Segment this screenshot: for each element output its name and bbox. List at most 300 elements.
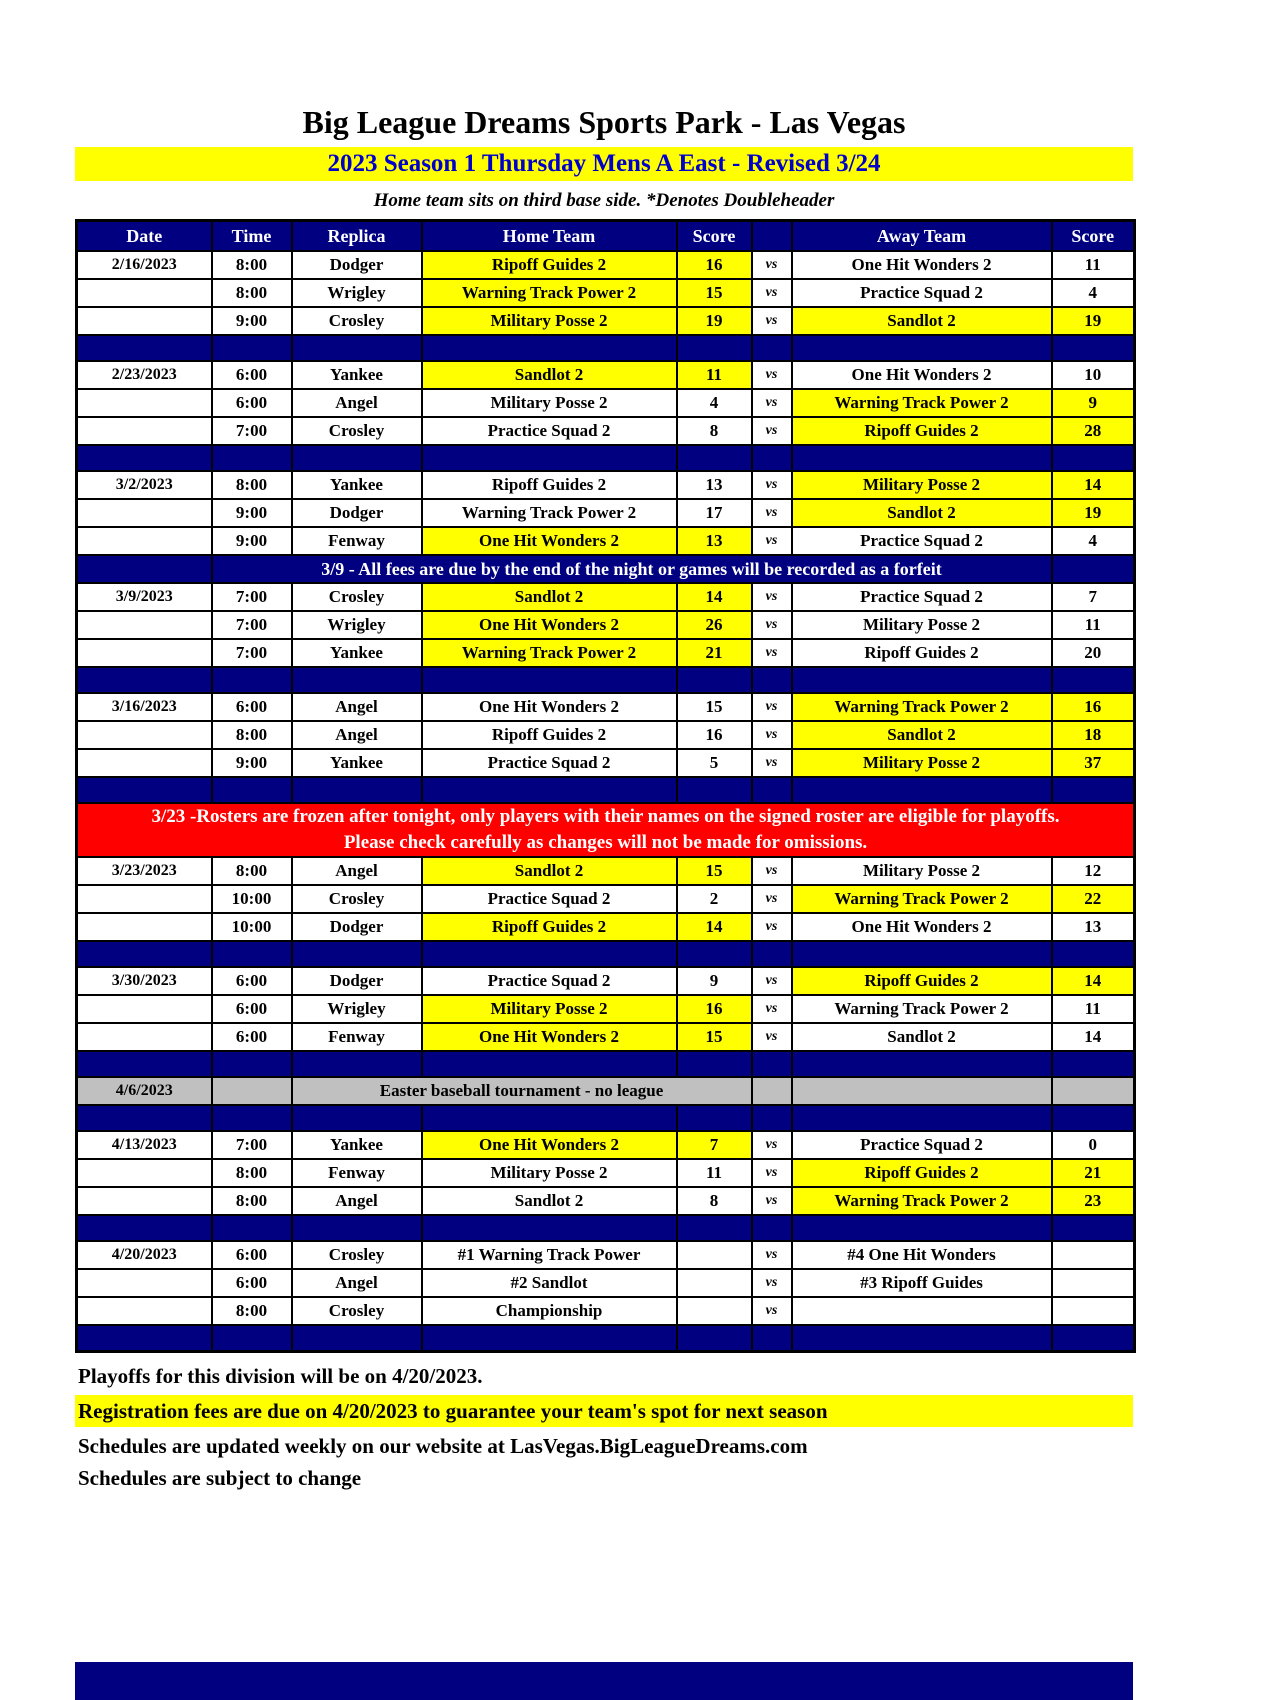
- separator-row: [77, 1325, 1135, 1352]
- home-score-cell: 14: [677, 583, 752, 611]
- away-team-cell: Military Posse 2: [792, 471, 1052, 499]
- away-score-cell: 19: [1052, 307, 1135, 335]
- away-team-cell: Military Posse 2: [792, 611, 1052, 639]
- time-cell: 8:00: [212, 1187, 292, 1215]
- separator-cell: [422, 667, 677, 693]
- vs-cell: vs: [752, 1269, 792, 1297]
- time-cell: 10:00: [212, 885, 292, 913]
- home-team-cell: Practice Squad 2: [422, 967, 677, 995]
- replica-cell: Angel: [292, 857, 422, 885]
- vs-cell: vs: [752, 1187, 792, 1215]
- replica-cell: Crosley: [292, 417, 422, 445]
- away-score-cell: 11: [1052, 995, 1135, 1023]
- vs-cell: vs: [752, 721, 792, 749]
- separator-cell: [677, 335, 752, 361]
- time-cell: 6:00: [212, 693, 292, 721]
- subject-to-change-note: Schedules are subject to change: [78, 1466, 362, 1490]
- away-team-cell: Warning Track Power 2: [792, 885, 1052, 913]
- home-score-cell: 15: [677, 857, 752, 885]
- home-team-cell: Military Posse 2: [422, 995, 677, 1023]
- game-row: [77, 1131, 1135, 1159]
- separator-cell: [212, 1051, 292, 1077]
- separator-row: [77, 1051, 1135, 1077]
- separator-cell: [752, 1105, 792, 1131]
- fees-notice-cell: 3/9 - All fees are due by the end of the night or games will be recorded as a forfeit: [212, 555, 1052, 583]
- separator-cell: [752, 445, 792, 471]
- separator-cell: [212, 335, 292, 361]
- away-team-cell: [792, 1297, 1052, 1325]
- away-score-cell: 14: [1052, 1023, 1135, 1051]
- replica-cell: Angel: [292, 721, 422, 749]
- separator-cell: [212, 941, 292, 967]
- replica-cell: Fenway: [292, 1023, 422, 1051]
- away-team-cell: Practice Squad 2: [792, 527, 1052, 555]
- home-team-cell: Sandlot 2: [422, 583, 677, 611]
- separator-cell: [292, 335, 422, 361]
- away-team-cell: Sandlot 2: [792, 499, 1052, 527]
- game-row: [77, 1187, 1135, 1215]
- header-away-team: Away Team: [792, 221, 1052, 252]
- time-cell: 9:00: [212, 749, 292, 777]
- home-score-cell: [677, 1269, 752, 1297]
- home-team-cell: Warning Track Power 2: [422, 279, 677, 307]
- header-vs: [752, 221, 792, 252]
- home-team-cell: Practice Squad 2: [422, 749, 677, 777]
- vs-cell: vs: [752, 361, 792, 389]
- separator-cell: [792, 1215, 1052, 1241]
- separator-cell: [422, 1215, 677, 1241]
- separator-cell: [792, 1105, 1052, 1131]
- date-cell: [77, 1269, 212, 1297]
- away-team-cell: Ripoff Guides 2: [792, 417, 1052, 445]
- replica-cell: Yankee: [292, 1131, 422, 1159]
- separator-cell: [422, 941, 677, 967]
- separator-cell: [422, 335, 677, 361]
- date-cell: [77, 611, 212, 639]
- separator-cell: [752, 941, 792, 967]
- away-score-cell: 0: [1052, 1131, 1135, 1159]
- separator-cell: [677, 1215, 752, 1241]
- time-cell: 9:00: [212, 527, 292, 555]
- replica-cell: Yankee: [292, 471, 422, 499]
- vs-cell: vs: [752, 1241, 792, 1269]
- website-note: Schedules are updated weekly on our website at LasVegas.BigLeagueDreams.com: [78, 1434, 808, 1458]
- separator-cell: [677, 667, 752, 693]
- game-row: [77, 995, 1135, 1023]
- separator-cell: [792, 445, 1052, 471]
- home-team-cell: Military Posse 2: [422, 389, 677, 417]
- away-score-cell: 7: [1052, 583, 1135, 611]
- vs-cell: vs: [752, 389, 792, 417]
- separator-row: [77, 667, 1135, 693]
- replica-cell: Angel: [292, 693, 422, 721]
- separator-cell: [292, 1051, 422, 1077]
- away-score-cell: 37: [1052, 749, 1135, 777]
- vs-cell: vs: [752, 499, 792, 527]
- home-team-cell: Practice Squad 2: [422, 417, 677, 445]
- away-team-cell: Ripoff Guides 2: [792, 639, 1052, 667]
- away-team-cell: Ripoff Guides 2: [792, 967, 1052, 995]
- away-score-cell: 11: [1052, 251, 1135, 279]
- separator-cell: [212, 1105, 292, 1131]
- game-row: [77, 417, 1135, 445]
- separator-cell: [77, 941, 212, 967]
- header-time: Time: [212, 221, 292, 252]
- registration-note: Registration fees are due on 4/20/2023 to guarantee your team's spot for next season: [75, 1395, 1133, 1427]
- header-replica: Replica: [292, 221, 422, 252]
- time-cell: 6:00: [212, 967, 292, 995]
- fees-notice-row: [77, 555, 1135, 583]
- away-score-cell: 20: [1052, 639, 1135, 667]
- schedule-table: [75, 219, 1136, 1353]
- page-title: Big League Dreams Sports Park - Las Vegas: [302, 104, 906, 140]
- home-team-cell: Military Posse 2: [422, 1159, 677, 1187]
- date-cell: [77, 749, 212, 777]
- separator-cell: [752, 335, 792, 361]
- date-cell: 4/6/2023: [77, 1077, 212, 1105]
- away-score-cell: 4: [1052, 527, 1135, 555]
- separator-cell: [77, 777, 212, 803]
- time-cell: 8:00: [212, 721, 292, 749]
- date-cell: [77, 721, 212, 749]
- game-row: [77, 361, 1135, 389]
- separator-cell: [1052, 1325, 1135, 1352]
- event-text-cell: Easter baseball tournament - no league: [292, 1077, 752, 1105]
- replica-cell: Angel: [292, 1269, 422, 1297]
- vs-cell: vs: [752, 693, 792, 721]
- home-score-cell: 8: [677, 1187, 752, 1215]
- away-score-cell: [1052, 1269, 1135, 1297]
- vs-cell: vs: [752, 307, 792, 335]
- away-team-cell: Military Posse 2: [792, 857, 1052, 885]
- away-score-cell: 21: [1052, 1159, 1135, 1187]
- game-row: [77, 611, 1135, 639]
- separator-cell: [677, 777, 752, 803]
- vs-cell: vs: [752, 279, 792, 307]
- date-cell: [77, 1159, 212, 1187]
- away-score-cell: 19: [1052, 499, 1135, 527]
- game-row: [77, 307, 1135, 335]
- header-home-score: Score: [677, 221, 752, 252]
- playoffs-note: Playoffs for this division will be on 4/20/2023.: [78, 1364, 483, 1388]
- separator-cell: [677, 1051, 752, 1077]
- home-score-cell: 4: [677, 389, 752, 417]
- replica-cell: Dodger: [292, 913, 422, 941]
- home-score-cell: 14: [677, 913, 752, 941]
- home-team-cell: One Hit Wonders 2: [422, 527, 677, 555]
- date-cell: [77, 639, 212, 667]
- vs-cell: vs: [752, 1131, 792, 1159]
- separator-cell: [752, 1051, 792, 1077]
- home-score-cell: 8: [677, 417, 752, 445]
- away-score-cell: 11: [1052, 611, 1135, 639]
- home-team-cell: #2 Sandlot: [422, 1269, 677, 1297]
- separator-cell: [292, 667, 422, 693]
- away-score-cell: 28: [1052, 417, 1135, 445]
- date-cell: 3/2/2023: [77, 471, 212, 499]
- home-team-cell: Championship: [422, 1297, 677, 1325]
- home-score-cell: 7: [677, 1131, 752, 1159]
- vs-cell: [752, 1077, 792, 1105]
- time-cell: 7:00: [212, 417, 292, 445]
- separator-cell: [77, 335, 212, 361]
- away-score-cell: 16: [1052, 693, 1135, 721]
- replica-cell: Crosley: [292, 1297, 422, 1325]
- game-row: [77, 1159, 1135, 1187]
- game-row: [77, 1269, 1135, 1297]
- time-cell: 8:00: [212, 1297, 292, 1325]
- home-team-cell: #1 Warning Track Power: [422, 1241, 677, 1269]
- separator-cell: [212, 445, 292, 471]
- replica-cell: Dodger: [292, 499, 422, 527]
- header-home-team: Home Team: [422, 221, 677, 252]
- away-team-cell: Sandlot 2: [792, 1023, 1052, 1051]
- away-team-cell: #4 One Hit Wonders: [792, 1241, 1052, 1269]
- away-score-cell: 14: [1052, 967, 1135, 995]
- away-team-cell: Practice Squad 2: [792, 1131, 1052, 1159]
- schedule-sheet: [75, 0, 1133, 1353]
- vs-cell: vs: [752, 749, 792, 777]
- separator-cell: [212, 777, 292, 803]
- separator-cell: [77, 1051, 212, 1077]
- away-team-cell: Ripoff Guides 2: [792, 1159, 1052, 1187]
- table-header-row: [77, 221, 1135, 252]
- time-cell: 8:00: [212, 251, 292, 279]
- vs-cell: vs: [752, 995, 792, 1023]
- separator-cell: [212, 1215, 292, 1241]
- game-row: [77, 527, 1135, 555]
- separator-row: [77, 335, 1135, 361]
- time-cell: 7:00: [212, 639, 292, 667]
- home-team-cell: Ripoff Guides 2: [422, 721, 677, 749]
- separator-cell: [422, 445, 677, 471]
- game-row: [77, 913, 1135, 941]
- game-row: [77, 967, 1135, 995]
- vs-cell: vs: [752, 639, 792, 667]
- home-team-cell: One Hit Wonders 2: [422, 611, 677, 639]
- away-score-cell: 14: [1052, 471, 1135, 499]
- separator-row: [77, 445, 1135, 471]
- separator-cell: [1052, 777, 1135, 803]
- date-cell: 4/13/2023: [77, 1131, 212, 1159]
- home-team-cell: Ripoff Guides 2: [422, 913, 677, 941]
- home-team-cell: Practice Squad 2: [422, 885, 677, 913]
- vs-cell: vs: [752, 583, 792, 611]
- date-cell: [77, 1297, 212, 1325]
- roster-alert-row: [77, 803, 1135, 857]
- replica-cell: Crosley: [292, 307, 422, 335]
- date-cell: 3/30/2023: [77, 967, 212, 995]
- separator-cell: [792, 777, 1052, 803]
- replica-cell: Dodger: [292, 251, 422, 279]
- separator-cell: [212, 667, 292, 693]
- replica-cell: Crosley: [292, 1241, 422, 1269]
- time-cell: 6:00: [212, 1023, 292, 1051]
- separator-cell: [77, 1215, 212, 1241]
- away-team-cell: Warning Track Power 2: [792, 995, 1052, 1023]
- time-cell: 7:00: [212, 1131, 292, 1159]
- time-cell: 8:00: [212, 1159, 292, 1187]
- separator-row: [77, 941, 1135, 967]
- date-cell: 3/16/2023: [77, 693, 212, 721]
- game-row: [77, 639, 1135, 667]
- time-cell: 8:00: [212, 279, 292, 307]
- separator-cell: [677, 445, 752, 471]
- date-cell: 2/23/2023: [77, 361, 212, 389]
- away-team-cell: One Hit Wonders 2: [792, 251, 1052, 279]
- away-team-cell: One Hit Wonders 2: [792, 913, 1052, 941]
- home-score-cell: 15: [677, 693, 752, 721]
- separator-cell: [792, 335, 1052, 361]
- away-score-cell: 4: [1052, 279, 1135, 307]
- date-cell: [77, 1023, 212, 1051]
- date-cell: [77, 885, 212, 913]
- date-cell: [77, 417, 212, 445]
- separator-cell: [77, 1105, 212, 1131]
- separator-cell: [1052, 335, 1135, 361]
- home-score-cell: 16: [677, 721, 752, 749]
- separator-cell: [422, 777, 677, 803]
- home-score-cell: 15: [677, 279, 752, 307]
- separator-cell: [792, 1325, 1052, 1352]
- separator-cell: [1052, 1215, 1135, 1241]
- separator-cell: [1052, 1105, 1135, 1131]
- away-team-cell: Warning Track Power 2: [792, 693, 1052, 721]
- date-cell: 4/20/2023: [77, 1241, 212, 1269]
- separator-row: [77, 1105, 1135, 1131]
- home-score-cell: 11: [677, 1159, 752, 1187]
- replica-cell: Wrigley: [292, 995, 422, 1023]
- home-team-cell: Sandlot 2: [422, 857, 677, 885]
- separator-row: [77, 777, 1135, 803]
- away-score-cell: 23: [1052, 1187, 1135, 1215]
- replica-cell: Yankee: [292, 749, 422, 777]
- away-score-cell: 13: [1052, 913, 1135, 941]
- home-score-cell: 17: [677, 499, 752, 527]
- home-score-cell: 2: [677, 885, 752, 913]
- home-team-cell: Warning Track Power 2: [422, 639, 677, 667]
- separator-cell: [1052, 445, 1135, 471]
- home-score-cell: 13: [677, 527, 752, 555]
- home-team-cell: Ripoff Guides 2: [422, 251, 677, 279]
- separator-cell: [77, 1325, 212, 1352]
- time-cell: 6:00: [212, 1241, 292, 1269]
- replica-cell: Crosley: [292, 885, 422, 913]
- vs-cell: vs: [752, 1023, 792, 1051]
- home-team-cell: One Hit Wonders 2: [422, 1023, 677, 1051]
- separator-cell: [422, 1325, 677, 1352]
- replica-cell: Angel: [292, 1187, 422, 1215]
- replica-cell: Yankee: [292, 639, 422, 667]
- replica-cell: Wrigley: [292, 279, 422, 307]
- separator-cell: [422, 1051, 677, 1077]
- date-cell: [77, 279, 212, 307]
- separator-cell: [1052, 1051, 1135, 1077]
- away-score-cell: 9: [1052, 389, 1135, 417]
- game-row: [77, 721, 1135, 749]
- away-team-cell: One Hit Wonders 2: [792, 361, 1052, 389]
- vs-cell: vs: [752, 857, 792, 885]
- home-team-cell: Ripoff Guides 2: [422, 471, 677, 499]
- game-row: [77, 885, 1135, 913]
- time-cell: 9:00: [212, 499, 292, 527]
- vs-cell: vs: [752, 527, 792, 555]
- away-score-cell: 22: [1052, 885, 1135, 913]
- separator-cell: [292, 445, 422, 471]
- date-cell: [77, 995, 212, 1023]
- separator-cell: [77, 445, 212, 471]
- game-row: [77, 499, 1135, 527]
- game-row: [77, 693, 1135, 721]
- game-row: [77, 471, 1135, 499]
- date-cell: 3/9/2023: [77, 583, 212, 611]
- away-team-cell: Sandlot 2: [792, 721, 1052, 749]
- notice-right-cell: [1052, 555, 1135, 583]
- separator-cell: [677, 1325, 752, 1352]
- date-cell: [77, 307, 212, 335]
- separator-cell: [422, 1105, 677, 1131]
- date-cell: [77, 913, 212, 941]
- date-cell: [77, 499, 212, 527]
- home-team-note: Home team sits on third base side. *Denotes Doubleheader: [373, 190, 835, 211]
- vs-cell: vs: [752, 471, 792, 499]
- separator-cell: [292, 777, 422, 803]
- home-team-cell: One Hit Wonders 2: [422, 693, 677, 721]
- home-score-cell: 16: [677, 995, 752, 1023]
- home-score-cell: 19: [677, 307, 752, 335]
- home-score-cell: 13: [677, 471, 752, 499]
- separator-cell: [1052, 941, 1135, 967]
- separator-cell: [752, 1325, 792, 1352]
- date-cell: [77, 1187, 212, 1215]
- replica-cell: Fenway: [292, 1159, 422, 1187]
- away-team-cell: Military Posse 2: [792, 749, 1052, 777]
- separator-cell: [292, 941, 422, 967]
- separator-cell: [292, 1105, 422, 1131]
- separator-cell: [792, 1051, 1052, 1077]
- separator-cell: [292, 1215, 422, 1241]
- replica-cell: Wrigley: [292, 611, 422, 639]
- separator-cell: [212, 1325, 292, 1352]
- vs-cell: vs: [752, 967, 792, 995]
- vs-cell: vs: [752, 251, 792, 279]
- date-cell: [77, 389, 212, 417]
- home-score-cell: 21: [677, 639, 752, 667]
- vs-cell: vs: [752, 417, 792, 445]
- replica-cell: Crosley: [292, 583, 422, 611]
- header-date: Date: [77, 221, 212, 252]
- game-row: [77, 389, 1135, 417]
- separator-cell: [752, 667, 792, 693]
- home-score-cell: [677, 1297, 752, 1325]
- home-score-cell: [677, 1241, 752, 1269]
- home-team-cell: Sandlot 2: [422, 1187, 677, 1215]
- separator-cell: [792, 667, 1052, 693]
- time-cell: 6:00: [212, 1269, 292, 1297]
- replica-cell: Yankee: [292, 361, 422, 389]
- date-cell: [77, 527, 212, 555]
- separator-cell: [677, 941, 752, 967]
- home-team-cell: Sandlot 2: [422, 361, 677, 389]
- bottom-separator-bar: [75, 1662, 1133, 1700]
- vs-cell: vs: [752, 1159, 792, 1187]
- replica-cell: Fenway: [292, 527, 422, 555]
- roster-alert-cell: [77, 803, 1135, 857]
- separator-cell: [1052, 667, 1135, 693]
- home-score-cell: 26: [677, 611, 752, 639]
- time-cell: 8:00: [212, 471, 292, 499]
- footer: [75, 1362, 1133, 1492]
